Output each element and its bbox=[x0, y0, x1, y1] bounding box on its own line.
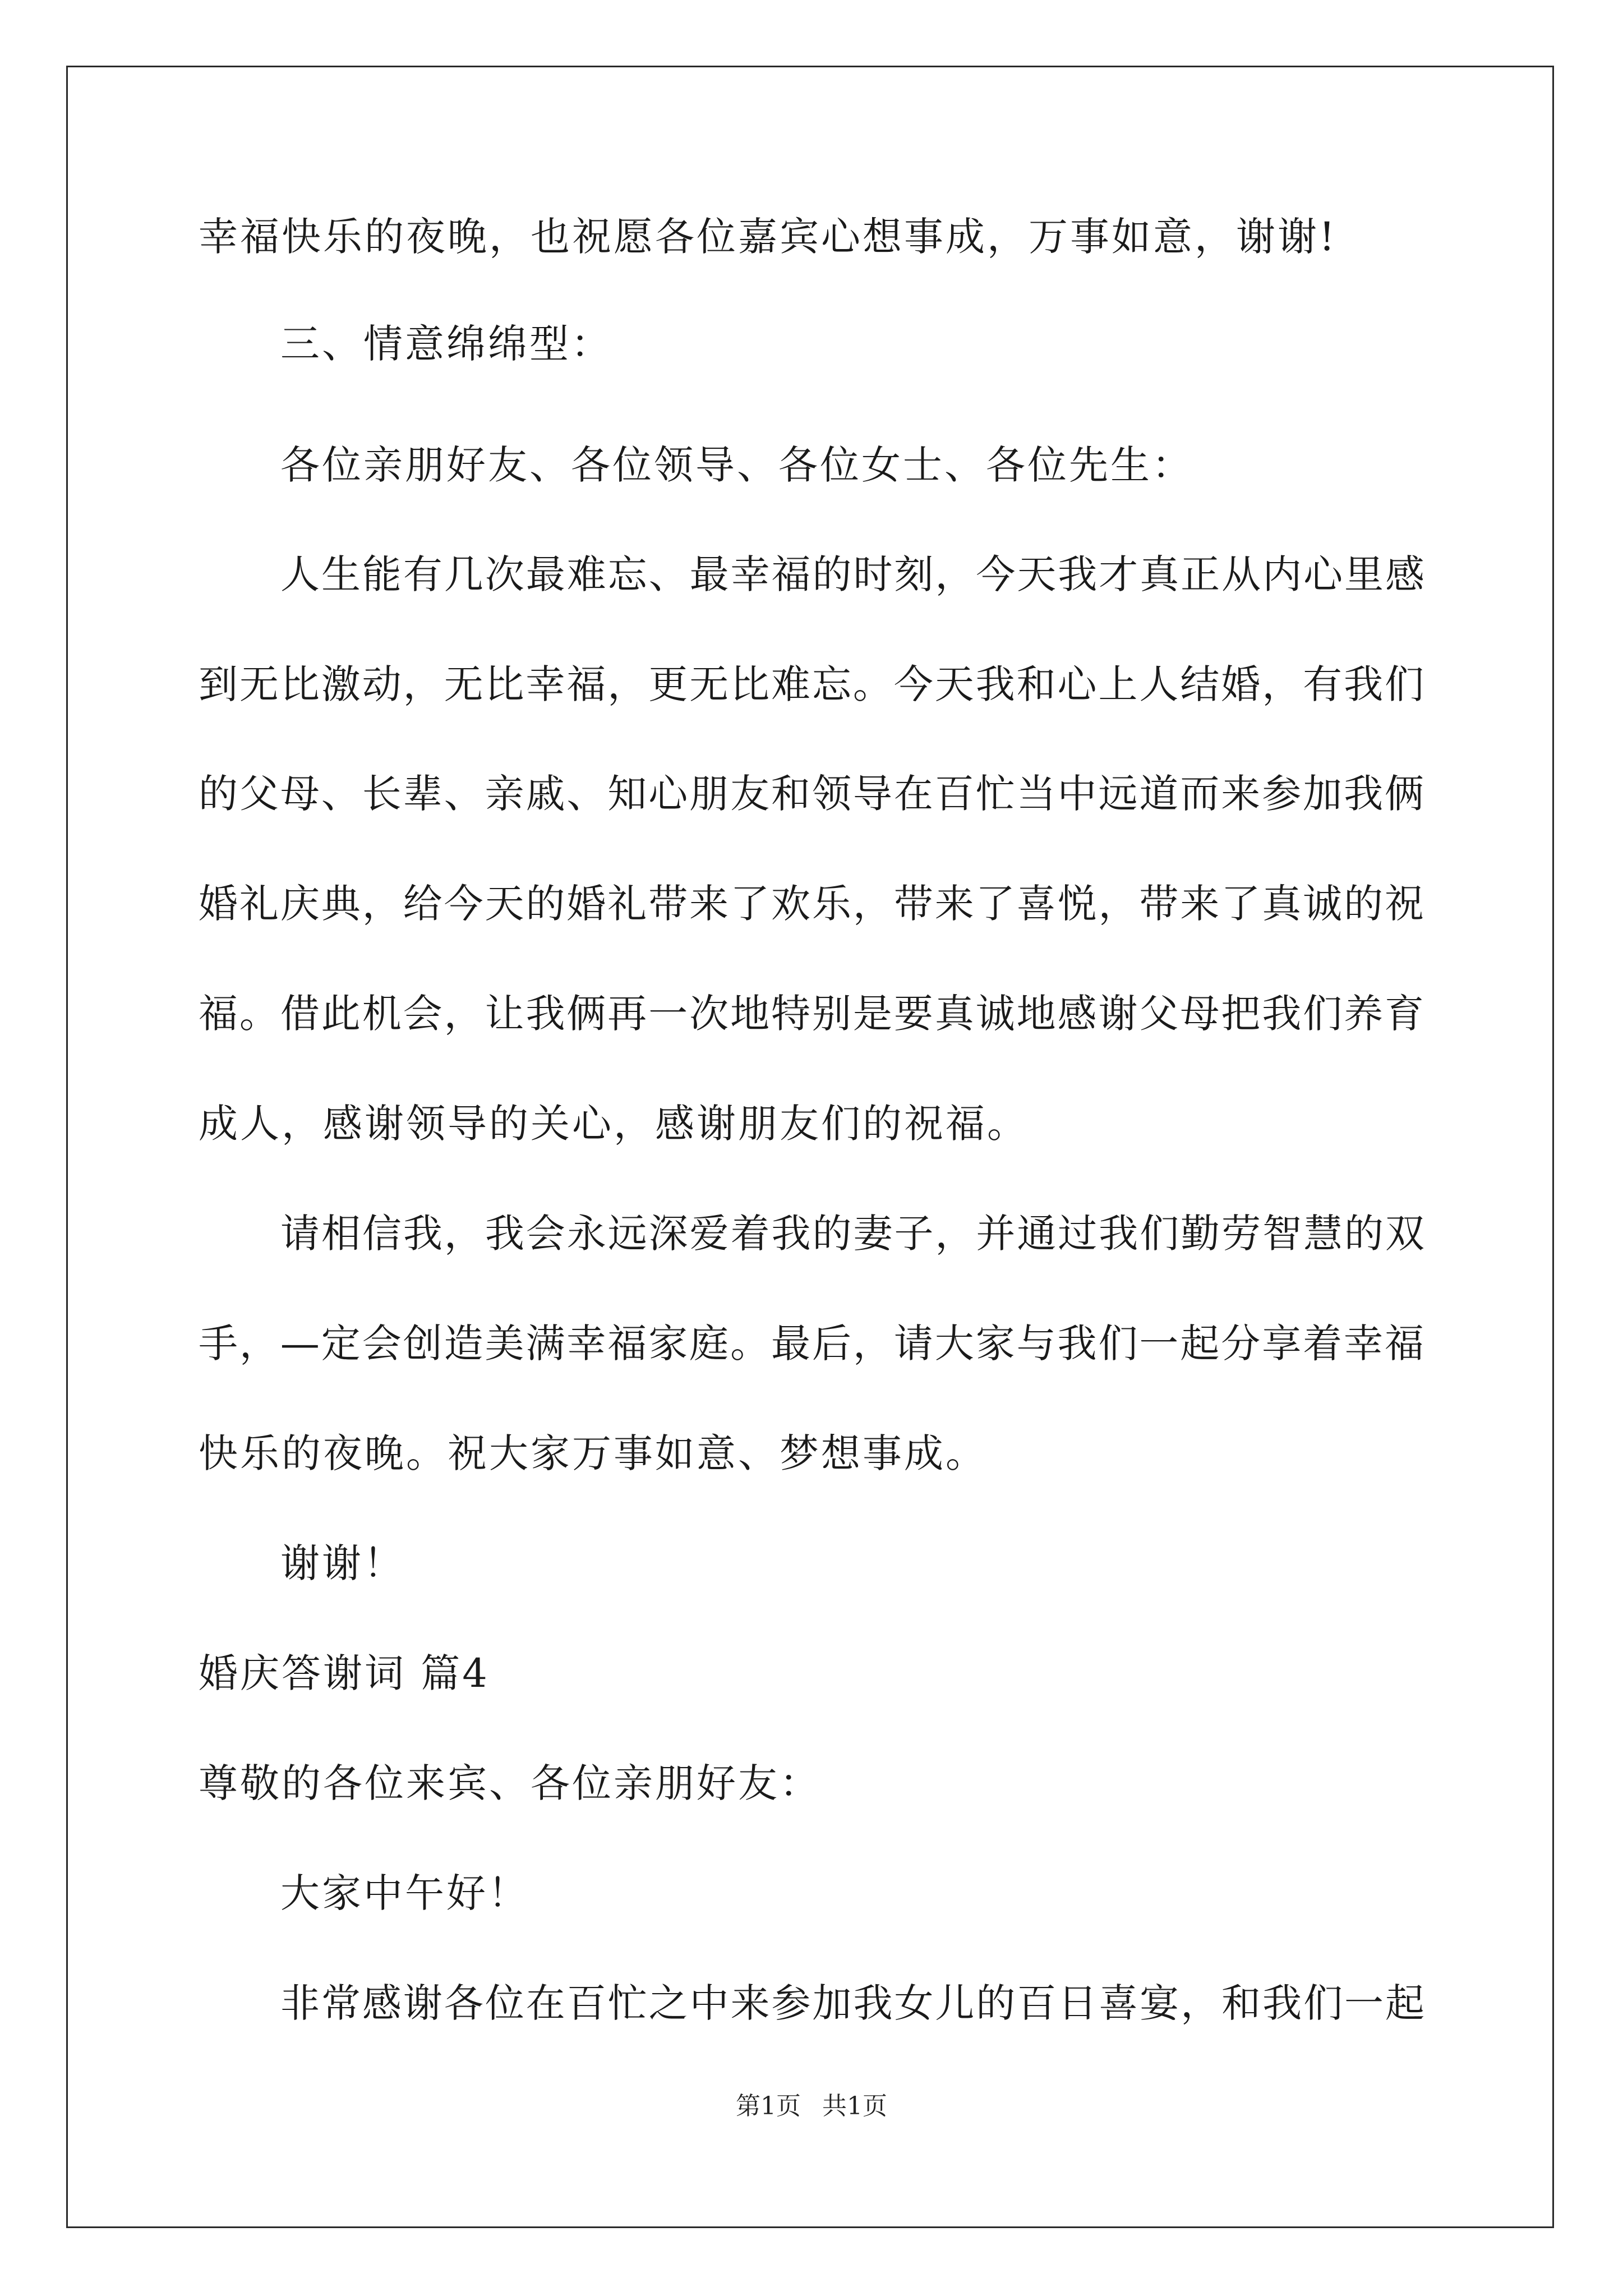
salutation: 各位亲朋好友、各位领导、各位女士、各位先生： bbox=[280, 442, 1193, 488]
paragraph-line: 福。借此机会，让我俩再一次地特别是要真诚地感谢父母把我们养育 bbox=[199, 991, 1424, 1037]
paragraph-line: 成人，感谢领导的关心，感谢朋友们的祝福。 bbox=[199, 1101, 1029, 1147]
paragraph-line: 请相信我，我会永远深爱着我的妻子，并通过我们勤劳智慧的双 bbox=[280, 1211, 1424, 1257]
paragraph-line: 婚礼庆典，给今天的婚礼带来了欢乐，带来了喜悦，带来了真诚的祝 bbox=[199, 881, 1424, 927]
page-number: 第1页 bbox=[736, 2092, 801, 2120]
page-footer bbox=[0, 2090, 1623, 2123]
paragraph-line: 快乐的夜晚。祝大家万事如意、梦想事成。 bbox=[199, 1430, 987, 1476]
paragraph-line: 到无比激动，无比幸福，更无比难忘。今天我和心上人结婚，有我们 bbox=[199, 661, 1424, 707]
paragraph-line: 幸福快乐的夜晚，也祝愿各位嘉宾心想事成，万事如意，谢谢! bbox=[199, 214, 1338, 260]
greeting: 大家中午好！ bbox=[280, 1870, 529, 1916]
salutation: 尊敬的各位来宾、各位亲朋好友： bbox=[199, 1760, 821, 1806]
paragraph-line: 手，—定会创造美满幸福家庭。最后，请大家与我们一起分享着幸福 bbox=[199, 1320, 1424, 1366]
page-total: 共1页 bbox=[822, 2092, 887, 2120]
paragraph-line: 人生能有几次最难忘、最幸福的时刻，今天我才真正从内心里感 bbox=[280, 551, 1424, 597]
paragraph-line: 非常感谢各位在百忙之中来参加我女儿的百日喜宴，和我们一起 bbox=[280, 1980, 1424, 2026]
section-title: 婚庆答谢词 篇4 bbox=[199, 1650, 490, 1696]
paragraph-line: 的父母、长辈、亲戚、知心朋友和领导在百忙当中远道而来参加我俩 bbox=[199, 771, 1424, 817]
section-heading: 三、情意绵绵型： bbox=[280, 321, 612, 367]
paragraph-line: 谢谢！ bbox=[280, 1540, 405, 1586]
